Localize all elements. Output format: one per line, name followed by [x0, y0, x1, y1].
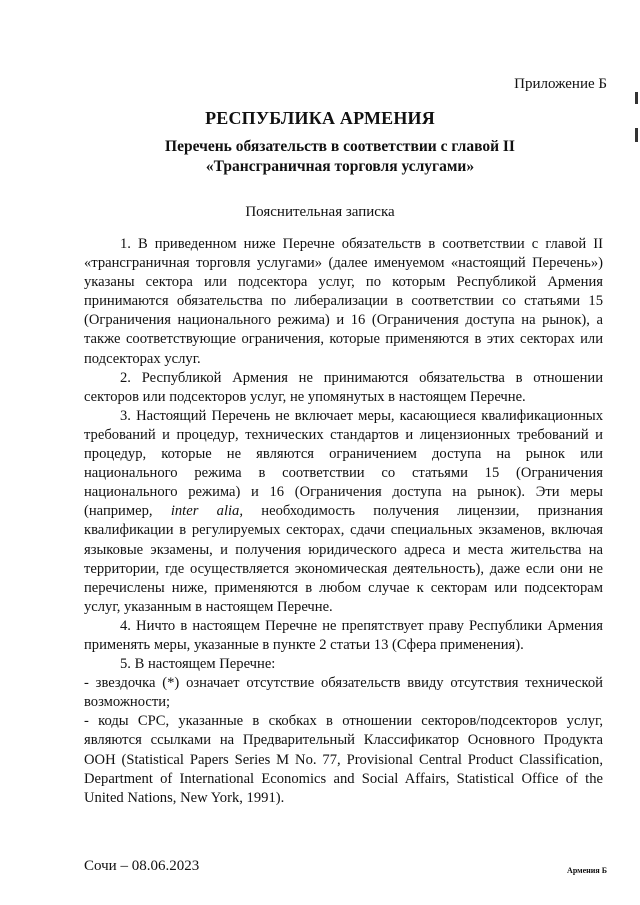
subtitle-line-2: «Трансграничная торговля услугами» — [205, 158, 475, 175]
subtitle-line-1: Перечень обязательств в соответствии с главой II — [165, 138, 515, 155]
paragraph-3-text-a: 3. Настоящий Перечень не включает меры, касающиеся квалификационных требований и процедур, технических стандартов и лицензионных требований и процедур, которые не являются ограничением доступа на рынок или национального режима в соответствии со статьями 15 (Ограничения национального режима) и 16 (Ограничения доступа на рынок). Эти меры (например, — [84, 407, 603, 520]
list-item-asterisk: - звездочка (*) означает отсутствие обязательств ввиду отсутствия технической возможности; — [84, 675, 603, 711]
document-subtitle — [80, 137, 600, 177]
paragraph-3 — [84, 407, 603, 617]
page-edge-mark — [635, 128, 638, 142]
paragraph-2: 2. Республикой Армения не принимаются обязательства в отношении секторов или подсекторов услуг, не упомянутых в настоящем Перечне. — [84, 369, 603, 405]
footer-annex-code: Армения Б — [567, 866, 607, 875]
paragraph-3-text-b: необходимость получения лицензии, признания квалификации в регулируемых секторах, сдачи специальных экзаменов, включая языковые экзамены, и получения юридического адреса и места жительства на территории, где осуществляется экономическая деятельность), даже если они не перечислены ниже, применяются в любом случае к секторам или подсекторам услуг, указанным в настоящем Перечне. — [84, 503, 603, 615]
explanatory-note-heading: Пояснительная записка — [245, 204, 395, 220]
paragraph-1: 1. В приведенном ниже Перечне обязательств в соответствии с главой II «трансграничная торговля услугами» (далее именуемом «настоящий Перечень») указаны сектора или подсектора услуг, по которым Республикой Армения принимаются обязательства по либерализации в соответствии со статьями 15 (Ограничения национального режима) и 16 (Ограничения доступа на рынок), а также соответствующие ограничения, которые применяются в этих секторах или подсекторах услуг. — [84, 236, 603, 367]
annex-label: Приложение Б — [514, 76, 607, 92]
footer-place-date: Сочи – 08.06.2023 — [84, 858, 200, 874]
paragraph-4: 4. Ничто в настоящем Перечне не препятствует праву Республики Армения применять меры, указанные в пункте 2 статьи 13 (Сфера применения). — [84, 617, 603, 653]
paragraph-5: 5. В настоящем Перечне: — [120, 656, 276, 673]
document-body — [84, 235, 603, 808]
page-edge-mark — [635, 92, 638, 104]
document-title: РЕСПУБЛИКА АРМЕНИЯ — [205, 108, 435, 128]
paragraph-3-italic: inter alia, — [170, 503, 244, 520]
list-item-cpc-codes: - коды CPC, указанные в скобках в отношении секторов/подсекторов услуг, являются ссылками на Предварительный Классификатор Основного Продукта ООН (Statistical Papers Series M No. 77, Provisional Central Product Classification, Department of International Economics and Social Affairs, Statistical Office of the United Nations, New York, 1991). — [84, 713, 603, 806]
